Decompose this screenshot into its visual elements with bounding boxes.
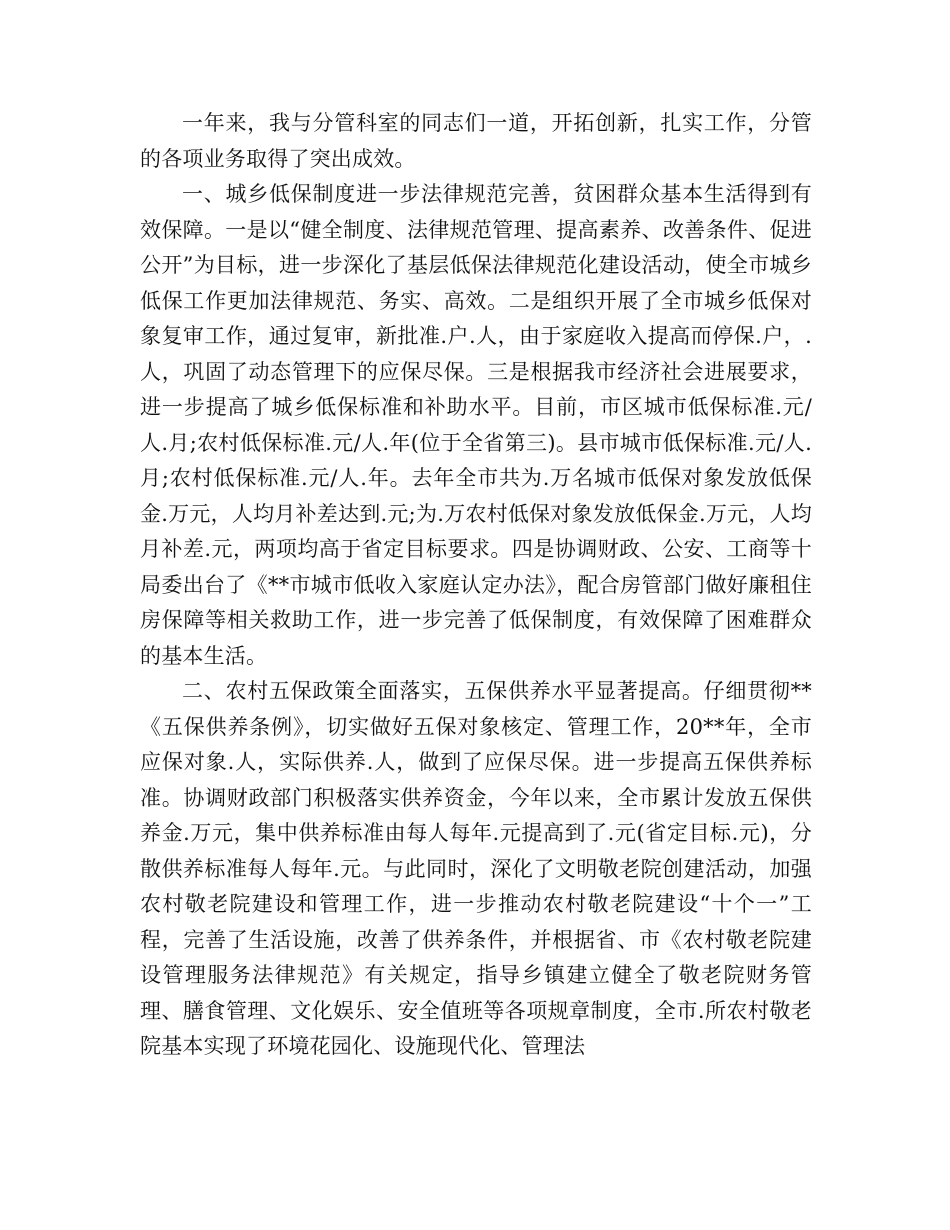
- paragraph-section-two: 二、农村五保政策全面落实，五保供养水平显著提高。仔细贯彻**《五保供养条例》，切实做好五保对象核定、管理工作，20**年，全市应保对象.人，实际供养.人，做到了应保尽保。进一步提高五保供养标准。协调财政部门积极落实供养资金，今年以来，全市累计发放五保供养金.万元，集中供养标准由每人每年.元提高到了.元(省定目标.元)，分散供养标准每人每年.元。与此同时，深化了文明敬老院创建活动，加强农村敬老院建设和管理工作，进一步推动农村敬老院建设“十个一”工程，完善了生活设施，改善了供养条件，并根据省、市《农村敬老院建设管理服务法律规范》有关规定，指导乡镇建立健全了敬老院财务管理、膳食管理、文化娱乐、安全值班等各项规章制度，全市.所农村敬老院基本实现了环境花园化、设施现代化、管理法: [140, 679, 812, 1058]
- paragraph-section-one: 一、城乡低保制度进一步法律规范完善，贫困群众基本生活得到有效保障。一是以“健全制度、法律规范管理、提高素养、改善条件、促进公开”为目标，进一步深化了基层低保法律规范化建设活动，使全市城乡低保工作更加法律规范、务实、高效。二是组织开展了全市城乡低保对象复审工作，通过复审，新批准.户.人，由于家庭收入提高而停保.户，.人，巩固了动态管理下的应保尽保。三是根据我市经济社会进展要求，进一步提高了城乡低保标准和补助水平。目前，市区城市低保标准.元/人.月;农村低保标准.元/人.年(位于全省第三)。县市城市低保标准.元/人.月;农村低保标准.元/人.年。去年全市共为.万名城市低保对象发放低保金.万元，人均月补差达到.元;为.万农村低保对象发放低保金.万元，人均月补差.元，两项均高于省定目标要求。四是协调财政、公安、工商等十局委出台了《**市城市低收入家庭认定办法》，配合房管部门做好廉租住房保障等相关救助工作，进一步完善了低保制度，有效保障了困难群众的基本生活。: [140, 182, 812, 668]
- document-body: [140, 106, 812, 1065]
- paragraph-intro: 一年来，我与分管科室的同志们一道，开拓创新，扎实工作，分管的各项业务取得了突出成效。: [140, 111, 812, 171]
